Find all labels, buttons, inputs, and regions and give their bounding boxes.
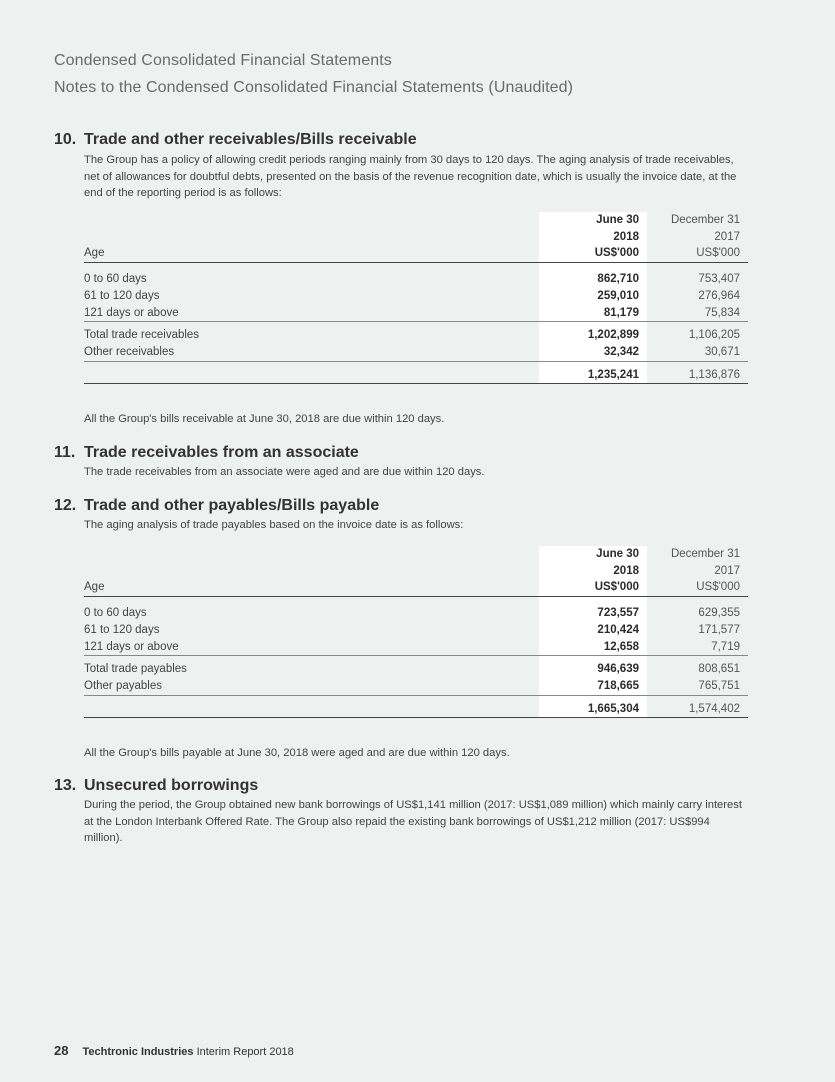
table-row <box>84 605 748 622</box>
col-2017-year: 2017 <box>714 564 740 577</box>
section-13-text: During the period, the Group obtained new bank borrowings of US$1,141 million (2017: US$1,089 million) which mainly carry interest at the London Interbank Offered Rate. The Group also repaid the existing bank borrowings of US$1,212 million (2017: US$994 million). <box>84 799 742 845</box>
report-name: Interim Report 2018 <box>196 1046 294 1058</box>
section-10-heading <box>54 131 417 149</box>
total-row <box>84 701 748 718</box>
receivables-table <box>84 212 748 384</box>
table-row <box>84 271 748 288</box>
table-row <box>84 344 748 361</box>
value-2017: 808,651 <box>698 663 740 676</box>
section-11-text: The trade receivables from an associate were aged and are due within 120 days. <box>84 466 485 478</box>
row-label: Other receivables <box>84 344 539 361</box>
section-11-heading <box>54 444 359 462</box>
table-row <box>84 661 748 678</box>
payables-table <box>84 546 748 718</box>
row-label: 0 to 60 days <box>84 273 147 286</box>
age-label: Age <box>84 579 539 596</box>
col-2018-header: June 30 <box>539 212 647 229</box>
section-12-intro: The aging analysis of trade payables based on the invoice date is as follows: <box>84 519 464 531</box>
section-10-intro: The Group has a policy of allowing credit periods ranging mainly from 30 days to 120 days. The aging analysis of trade receivables, net of allowances for doubtful debts, presented on the basis of the revenue recognition date, which is usually the invoice date, at the end of the reporting period is as follows: <box>84 154 737 200</box>
row-label: Total trade receivables <box>84 329 200 342</box>
value-2018: 1,665,304 <box>539 701 647 718</box>
col-2017-header: December 31 <box>670 214 740 226</box>
section-number: 10. <box>54 131 77 148</box>
value-2017: 1,136,876 <box>647 367 748 384</box>
section-13-heading <box>54 777 258 795</box>
value-2018: 946,639 <box>539 661 647 678</box>
value-2017: 171,577 <box>698 623 740 636</box>
value-2018: 718,665 <box>539 678 647 695</box>
table-row <box>84 639 748 656</box>
row-label: Other payables <box>84 678 539 695</box>
value-2017: 753,407 <box>698 273 740 286</box>
value-2018: 210,424 <box>539 622 647 639</box>
table-row <box>84 305 748 322</box>
value-2018: 862,710 <box>539 271 647 288</box>
value-2018: 12,658 <box>539 639 647 656</box>
value-2017: 75,834 <box>647 305 748 322</box>
value-2018: 1,235,241 <box>539 367 647 384</box>
company-name: Techtronic Industries <box>82 1046 194 1058</box>
row-label: 61 to 120 days <box>84 623 160 636</box>
row-label: 121 days or above <box>84 305 539 322</box>
value-2017: 765,751 <box>647 678 748 695</box>
col-2017-header: December 31 <box>670 548 740 560</box>
row-label <box>84 367 539 384</box>
value-2018: 259,010 <box>539 288 647 305</box>
row-label: 61 to 120 days <box>84 289 160 302</box>
section-number: 11. <box>54 444 76 461</box>
value-2017: 30,671 <box>647 344 748 361</box>
section-title: Trade receivables from an associate <box>84 444 359 461</box>
row-label <box>84 701 539 718</box>
row-label: Total trade payables <box>84 663 187 676</box>
section-number: 12. <box>54 497 77 514</box>
table-row <box>84 678 748 695</box>
value-2018: 1,202,899 <box>539 327 647 344</box>
value-2017: 7,719 <box>647 639 748 656</box>
col-2017-year: 2017 <box>714 230 740 243</box>
value-2018: 32,342 <box>539 344 647 361</box>
page-number: 28 <box>54 1043 69 1058</box>
row-label: 121 days or above <box>84 639 539 656</box>
table-row <box>84 622 748 639</box>
row-label: 0 to 60 days <box>84 607 147 620</box>
section-title: Unsecured borrowings <box>84 777 259 794</box>
value-2017: 629,355 <box>698 607 740 620</box>
page-footer <box>54 1043 294 1058</box>
col-2018-year: 2018 <box>539 563 647 580</box>
section-12-note: All the Group's bills payable at June 30, 2018 were aged and are due within 120 days. <box>84 747 510 759</box>
col-2018-unit: US$'000 <box>539 245 647 262</box>
age-label: Age <box>84 245 539 262</box>
section-10-note: All the Group's bills receivable at June 30, 2018 are due within 120 days. <box>84 413 445 425</box>
value-2017: 1,574,402 <box>647 701 748 718</box>
value-2017: 1,106,205 <box>688 329 740 342</box>
section-12-heading <box>54 497 379 515</box>
col-2018-unit: US$'000 <box>539 579 647 596</box>
value-2018: 723,557 <box>539 605 647 622</box>
col-2017-unit: US$'000 <box>647 245 748 262</box>
header-title: Condensed Consolidated Financial Statements <box>54 52 392 69</box>
table-row <box>84 288 748 305</box>
section-title: Trade and other receivables/Bills receivable <box>84 131 417 148</box>
col-2017-unit: US$'000 <box>647 579 748 596</box>
col-2018-year: 2018 <box>539 229 647 246</box>
table-row <box>84 327 748 344</box>
section-number: 13. <box>54 777 77 794</box>
col-2018-header: June 30 <box>539 546 647 563</box>
total-row <box>84 367 748 384</box>
section-title: Trade and other payables/Bills payable <box>84 497 380 514</box>
value-2017: 276,964 <box>698 289 740 302</box>
header-subtitle: Notes to the Condensed Consolidated Financial Statements (Unaudited) <box>54 79 574 96</box>
value-2018: 81,179 <box>539 305 647 322</box>
